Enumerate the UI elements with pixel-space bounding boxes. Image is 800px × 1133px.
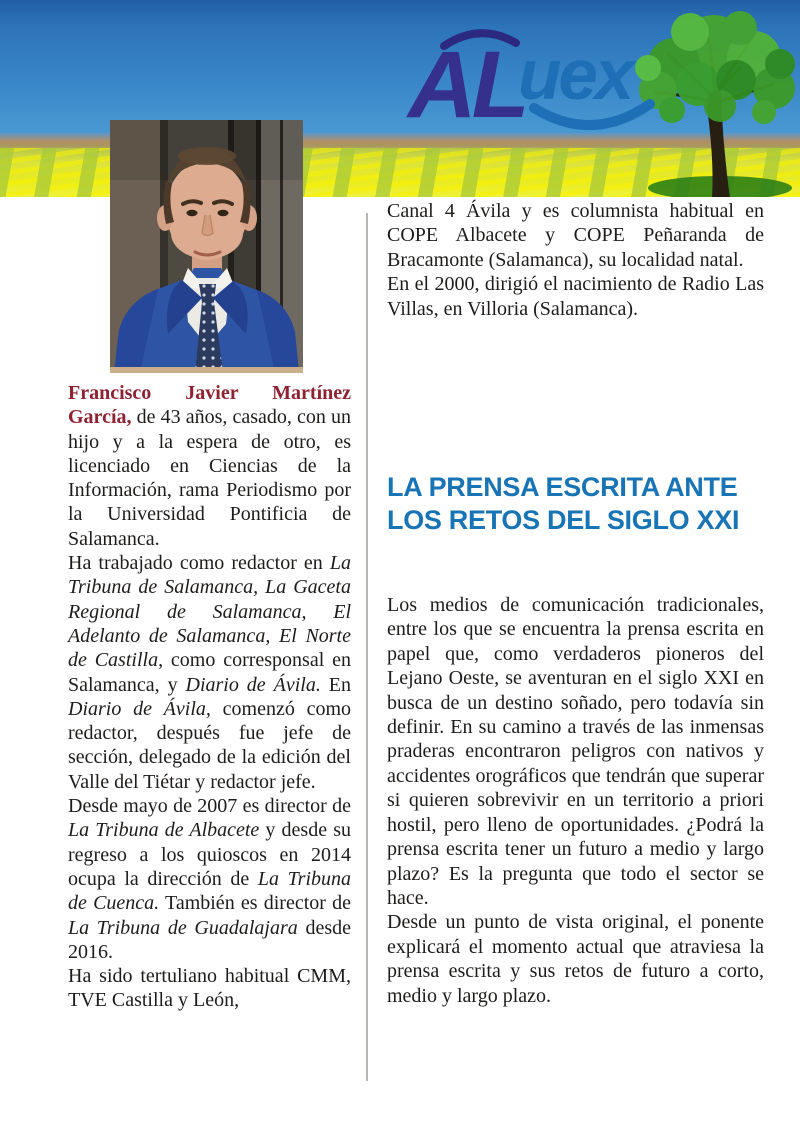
paragraph: Desde mayo de 2007 es director de La Tribuna de Albacete y desde su regreso a los quioscos en 2014 ocupa la dirección de La Tribuna de Cuenca. También es director de La Tribuna de Guadalajara desde 2016. bbox=[68, 795, 351, 963]
paragraph: Francisco Javier Martínez García, de 43 años, casado, con un hijo y a la espera de otro, es licenciado en Ciencias de la Información, rama Periodismo por la Universidad Pontificia de Salamanca. bbox=[68, 382, 351, 550]
paragraph: Desde un punto de vista original, el ponente explicará el momento actual que atraviesa la prensa escrita y sus retos de futuro a corto, medio y largo plazo. bbox=[387, 911, 764, 1007]
right-column-body bbox=[387, 593, 764, 1008]
aluex-logo bbox=[406, 16, 666, 146]
logo-text-al: AL bbox=[408, 32, 525, 138]
paragraph: En el 2000, dirigió el nacimiento de Radio Las Villas, en Villoria (Salamanca). bbox=[387, 273, 764, 320]
section-heading-line2: LOS RETOS DEL SIGLO XXI bbox=[387, 505, 740, 536]
section-heading-line1: LA PRENSA ESCRITA ANTE bbox=[387, 472, 738, 503]
left-column bbox=[68, 381, 351, 1013]
section-heading bbox=[387, 471, 764, 537]
paragraph: Ha trabajado como redactor en La Tribuna de Salamanca, La Gaceta Regional de Salamanca, El Adelanto de Salamanca, El Norte de Castilla, como corresponsal en Salamanca, y Diario de Ávila. En Diario de Ávila, comenzó como redactor, después fue jefe de sección, delegado de la edición del Valle del Tiétar y redactor jefe. bbox=[68, 552, 351, 793]
right-column-top bbox=[387, 199, 764, 321]
column-divider bbox=[366, 213, 368, 1081]
paragraph: Ha sido tertuliano habitual CMM, TVE Castilla y León, bbox=[68, 965, 351, 1012]
portrait-photo bbox=[110, 120, 303, 373]
logo-text-uex: uex bbox=[518, 36, 632, 115]
right-column bbox=[387, 199, 764, 1008]
paragraph: Canal 4 Ávila y es columnista habitual en COPE Albacete y COPE Peñaranda de Bracamonte (Salamanca), su localidad natal. bbox=[387, 200, 764, 271]
paragraph: Los medios de comunicación tradicionales, entre los que se encuentra la prensa escrita en papel que, como verdaderos pioneros del Lejano Oeste, se aventuran en el siglo XXI en busca de un destino soñado, pero todavía sin definir. En su camino a través de las inmensas praderas encontraron peligros con nativos y accidentes orográficos que tendrán que superar si quieren sobrevivir en un territorio a priori hostil, pero lleno de oportunidades. ¿Podrá la prensa escrita tener un futuro a medio y largo plazo? Es la pregunta que todo el sector se hace. bbox=[387, 594, 764, 909]
